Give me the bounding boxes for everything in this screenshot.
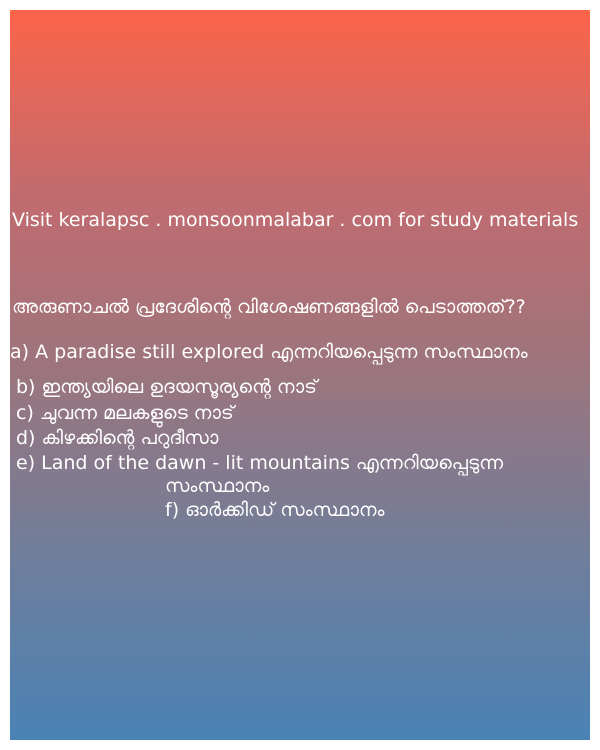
question-text: അരുണാചൽ പ്രദേശിന്റെ വിശേഷണങ്ങളിൽ പെടാത്തത്?? <box>12 296 526 318</box>
option-d: d) കിഴക്കിന്റെ പറുദീസാ <box>16 427 219 449</box>
option-e: e) Land of the dawn - lit mountains എന്നറിയപ്പെടുന്ന <box>16 452 504 474</box>
promo-text: Visit keralapsc . monsoonmalabar . com for study materials <box>12 209 579 231</box>
option-e-continuation: സംസ്ഥാനം <box>165 475 270 497</box>
option-c: c) ചുവന്ന മലകളുടെ നാട് <box>16 402 234 424</box>
option-b: b) ഇന്ത്യയിലെ ഉദയസൂര്യന്റെ നാട് <box>16 376 318 398</box>
quiz-card <box>10 10 590 740</box>
option-f: f) ഓർക്കിഡ് സംസ്ഥാനം <box>165 499 385 521</box>
option-a: a) A paradise still explored എന്നറിയപ്പെടുന്ന സംസ്ഥാനം <box>10 341 528 363</box>
